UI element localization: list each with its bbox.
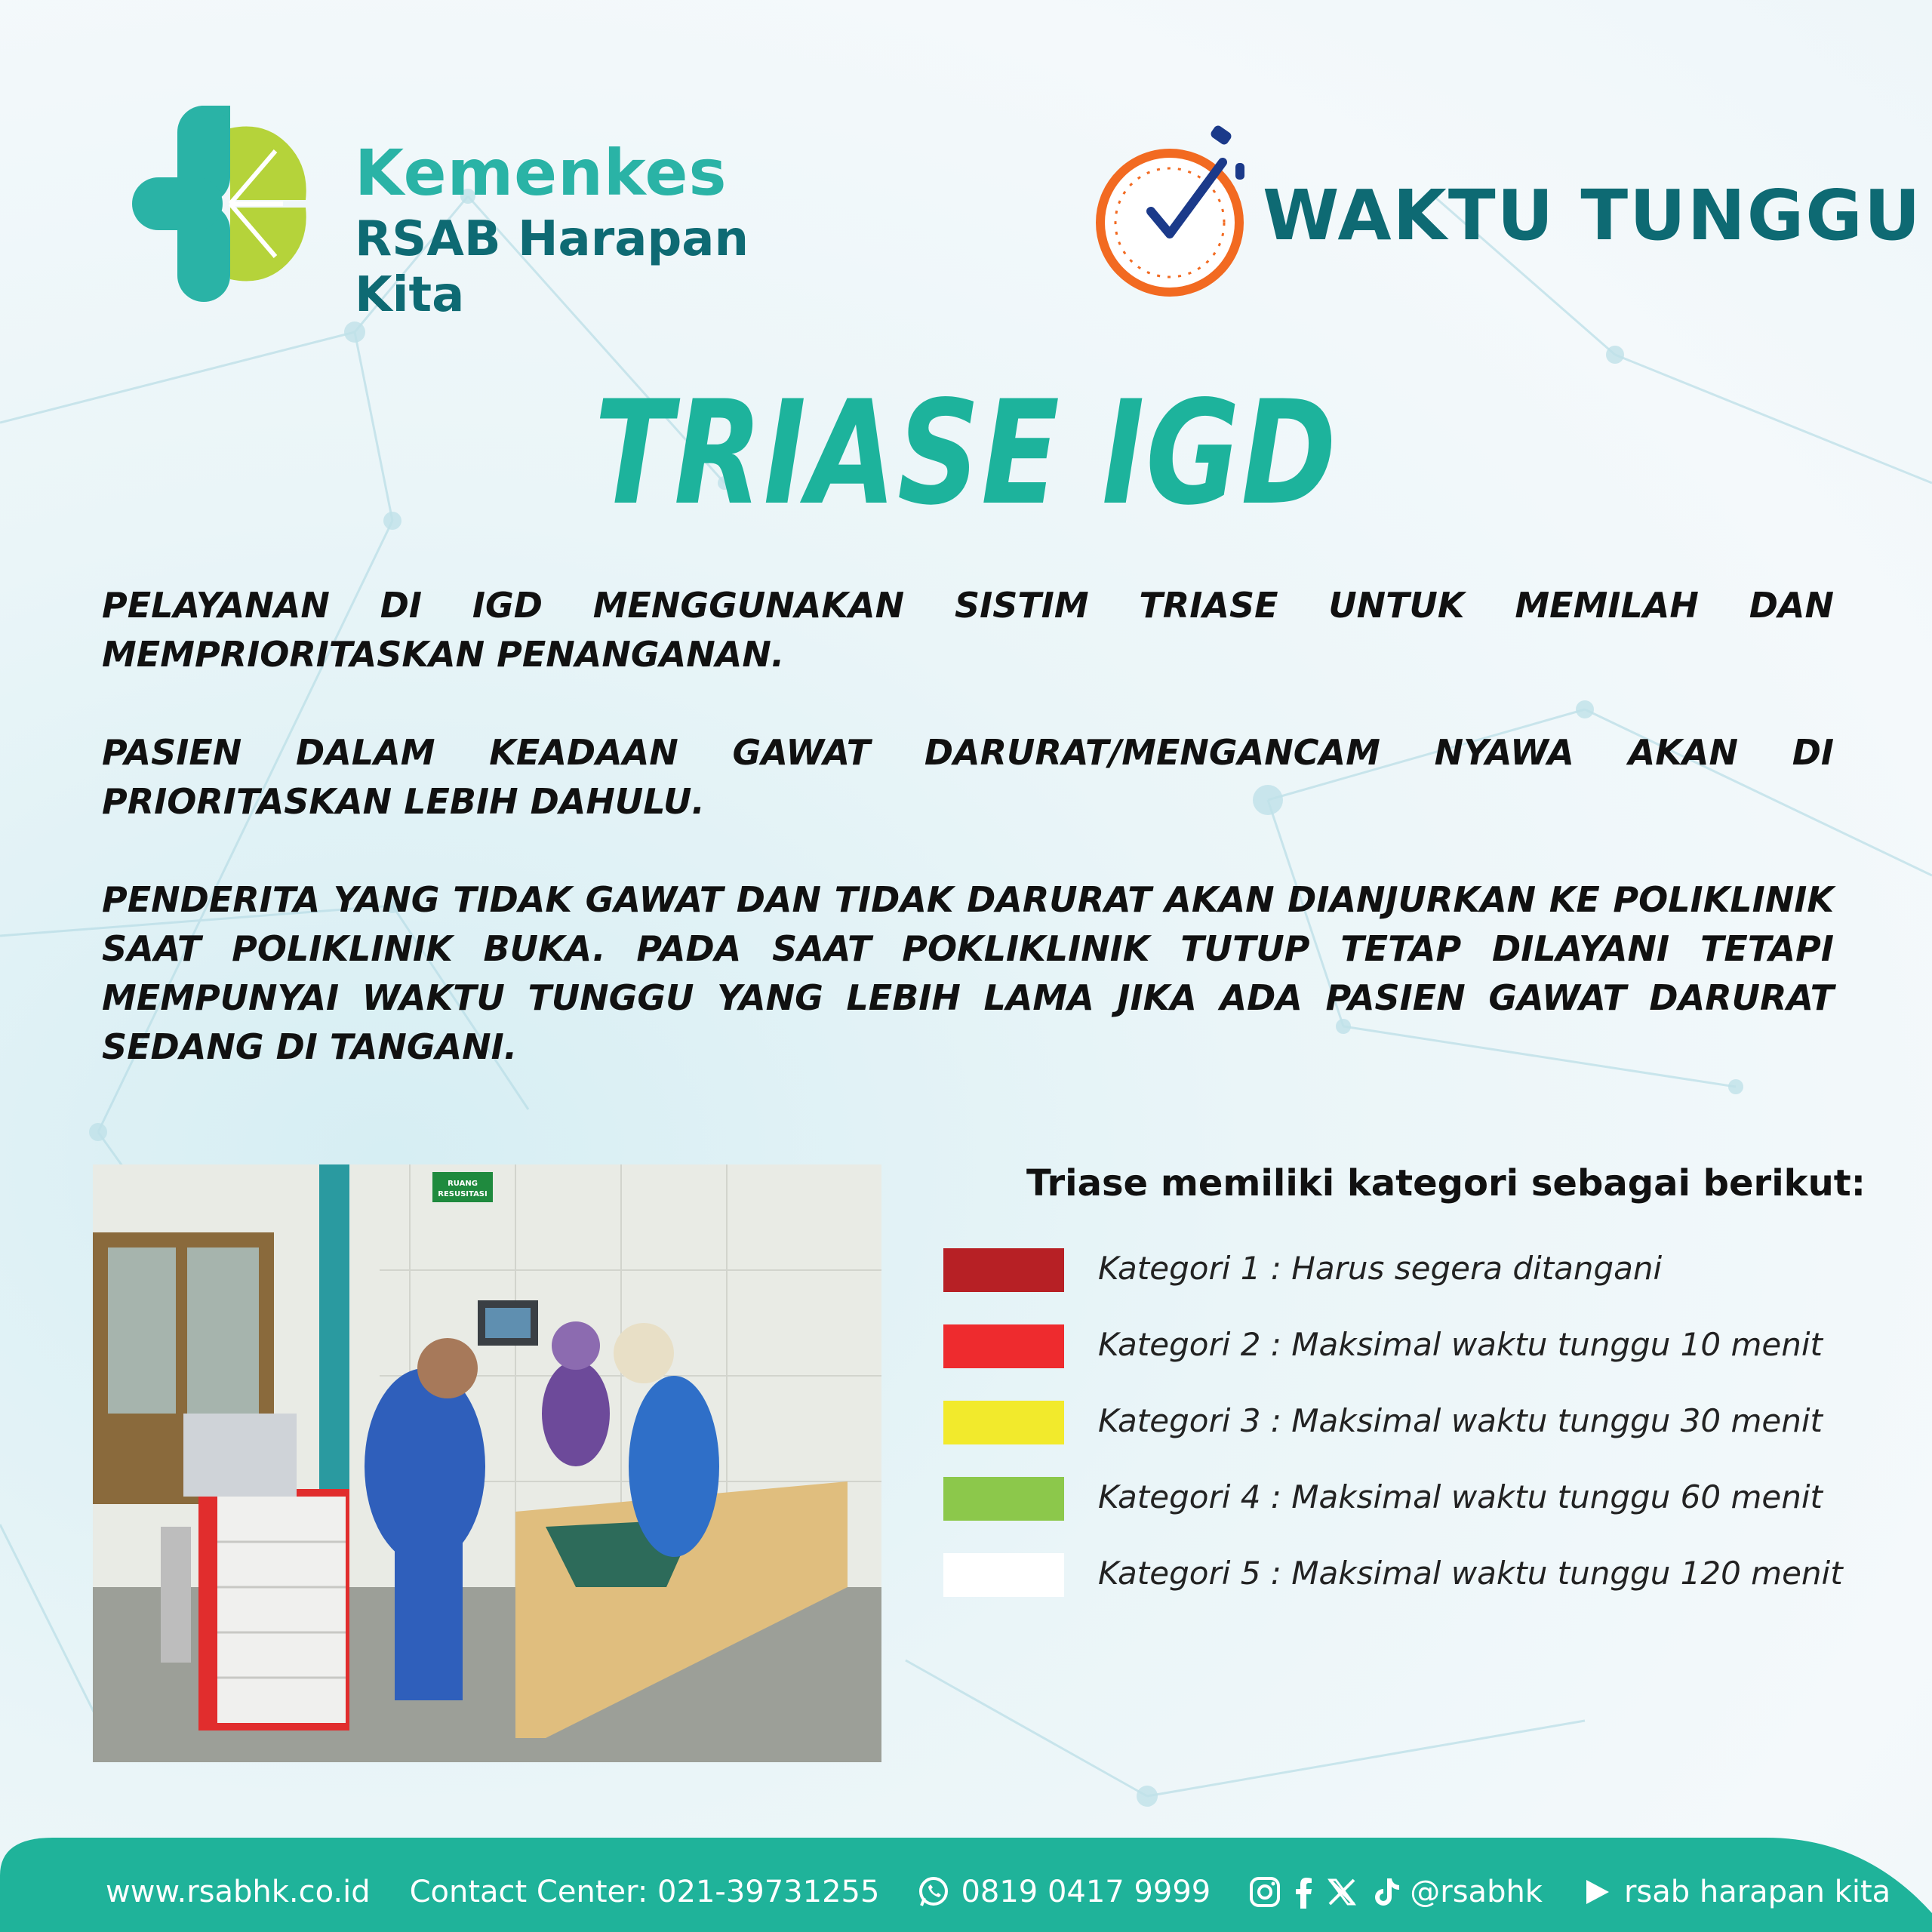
brand-kemenkes: Kemenkes — [355, 136, 728, 210]
paragraph-3: PENDERITA YANG TIDAK GAWAT DAN TIDAK DARURAT AKAN DIANJURKAN KE POLIKLINIK SAAT POLIKLINIK BUKA. PADA SAAT POKLIKLINIK TUTUP TETAP DILAYANI TETAPI MEMPUNYAI WAKTU TUNGGU YANG LEBIH LAMA JIKA ADA PASIEN GAWAT DARURAT SEDANG DI TANGANI. — [102, 879, 1834, 1067]
whatsapp-icon[interactable] — [917, 1875, 950, 1909]
waktu-tunggu-badge — [1091, 121, 1922, 302]
category-row-3 — [943, 1401, 1887, 1477]
stopwatch-icon — [1091, 121, 1264, 302]
category-4-label: Kategori 4 : Maksimal waktu tunggu 60 menit — [1098, 1478, 1823, 1515]
category-5-swatch — [943, 1553, 1064, 1597]
footer — [0, 1823, 1932, 1932]
footer-social-handle[interactable]: @rsabhk — [1410, 1875, 1543, 1909]
footer-contacts — [106, 1869, 1890, 1915]
footer-website[interactable]: www.rsabhk.co.id — [106, 1875, 371, 1909]
category-row-4 — [943, 1477, 1887, 1553]
page-title: TRIASE IGD — [594, 370, 1338, 537]
room-sign-line1: RUANG — [448, 1180, 478, 1188]
kemenkes-logo — [132, 106, 857, 323]
category-row-5 — [943, 1553, 1887, 1629]
category-3-swatch — [943, 1401, 1064, 1444]
category-row-2 — [943, 1324, 1887, 1401]
category-5-label: Kategori 5 : Maksimal waktu tunggu 120 menit — [1098, 1555, 1843, 1592]
categories-heading: Triase memiliki kategori sebagai berikut: — [1026, 1162, 1866, 1204]
body-text — [102, 581, 1834, 1121]
play-icon[interactable] — [1580, 1875, 1614, 1909]
paragraph-2: PASIEN DALAM KEADAAN GAWAT DARURAT/MENGANCAM NYAWA AKAN DI PRIORITASKAN LEBIH DAHULU. — [102, 732, 1834, 822]
category-4-swatch — [943, 1477, 1064, 1521]
category-3-label: Kategori 3 : Maksimal waktu tunggu 30 menit — [1098, 1402, 1823, 1439]
footer-youtube[interactable]: rsab harapan kita — [1623, 1875, 1891, 1909]
waktu-tunggu-title: WAKTU TUNGGU — [1263, 175, 1922, 256]
footer-contact-center[interactable]: Contact Center: 021-39731255 — [409, 1875, 880, 1909]
footer-whatsapp[interactable]: 0819 0417 9999 — [961, 1875, 1211, 1909]
brand-hospital-name: RSAB Harapan Kita — [355, 211, 749, 323]
x-icon[interactable] — [1325, 1875, 1358, 1909]
igd-photo — [93, 1164, 881, 1762]
facebook-icon[interactable] — [1292, 1875, 1315, 1909]
instagram-icon[interactable] — [1248, 1875, 1281, 1909]
category-1-swatch — [943, 1248, 1064, 1292]
tiktok-icon[interactable] — [1369, 1875, 1399, 1909]
room-sign-line2: RESUSITASI — [438, 1190, 488, 1198]
paragraph-1: PELAYANAN DI IGD MENGGUNAKAN SISTIM TRIASE UNTUK MEMILAH DAN MEMPRIORITASKAN PENANGANAN. — [102, 585, 1834, 675]
category-list — [943, 1248, 1887, 1629]
category-2-swatch — [943, 1324, 1064, 1368]
category-2-label: Kategori 2 : Maksimal waktu tunggu 10 menit — [1098, 1326, 1823, 1363]
category-1-label: Kategori 1 : Harus segera ditangani — [1098, 1250, 1663, 1287]
category-row-1 — [943, 1248, 1887, 1324]
logo-mark — [132, 106, 317, 302]
